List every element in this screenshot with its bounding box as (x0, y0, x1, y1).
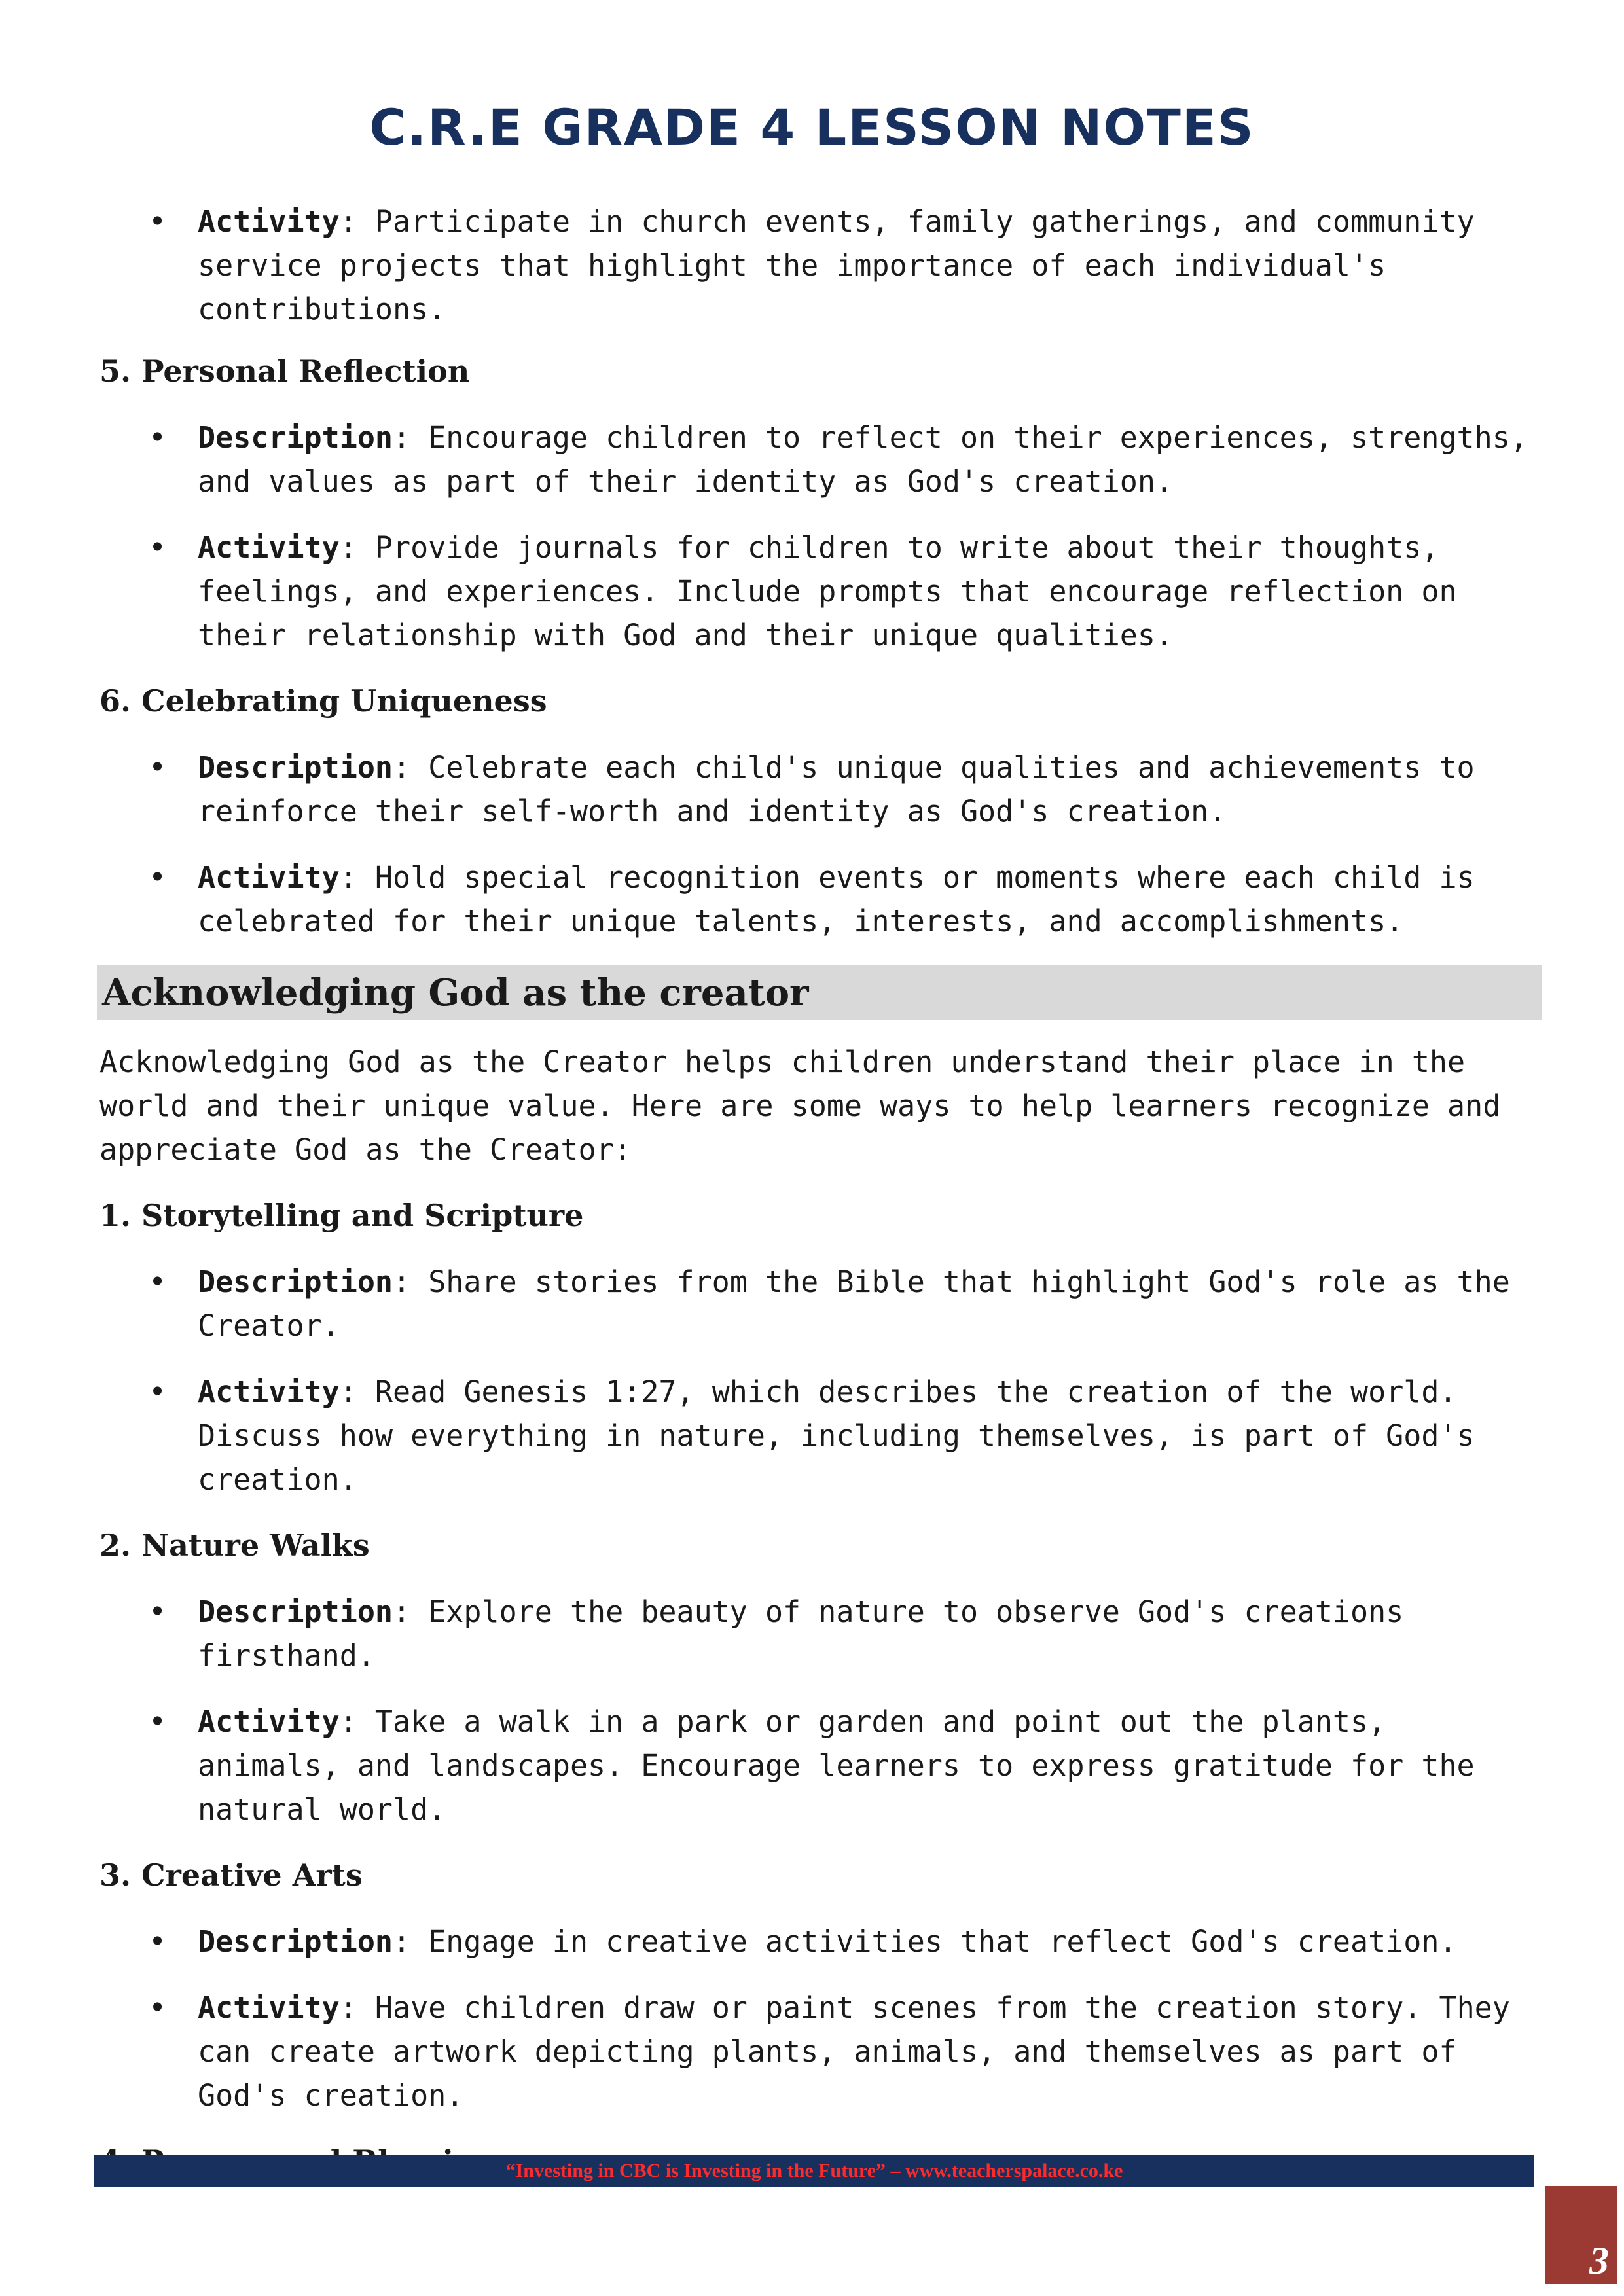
section-heading: 5. Personal Reflection (99, 353, 470, 389)
section-heading: 3. Creative Arts (99, 1857, 363, 1893)
list-item (99, 745, 1540, 833)
item-text: : Participate in church events, family gatherings, and community service projects that highlight the importance of each individual's contributions. (198, 204, 1475, 327)
list-item (99, 1920, 1540, 1964)
item-term: Description (198, 1594, 393, 1629)
list-item (99, 1370, 1540, 1501)
list-item (99, 1700, 1540, 1831)
bullet-icon: • (149, 1594, 167, 1629)
bullet-icon: • (149, 204, 167, 239)
section-heading: 1. Storytelling and Scripture (99, 1198, 584, 1233)
item-text: : Explore the beauty of nature to observe God's creations firsthand. (198, 1594, 1404, 1673)
item-term: Description (198, 1265, 393, 1299)
bullet-icon: • (149, 1990, 167, 2025)
item-text: : Engage in creative activities that reflect God's creation. (393, 1924, 1457, 1959)
item-term: Activity (198, 530, 340, 565)
bullet-icon: • (149, 860, 167, 895)
item-term: Activity (198, 860, 340, 895)
topic-intro: Acknowledging God as the Creator helps children understand their place in the world and their unique value. Here are some ways to help learners recognize and appreciate God as the Creator: (99, 1045, 1501, 1167)
item-term: Activity (198, 1990, 340, 2025)
item-text: : Celebrate each child's unique qualities and achievements to reinforce their self-worth and identity as God's creation. (198, 750, 1475, 829)
item-term: Activity (198, 204, 340, 239)
content-body (99, 200, 1540, 2206)
list-item (99, 1986, 1540, 2117)
list-item (99, 416, 1540, 503)
bullet-icon: • (149, 420, 167, 455)
item-text: : Hold special recognition events or moments where each child is celebrated for their unique talents, interests, and accomplishments. (198, 860, 1475, 939)
bullet-icon: • (149, 1704, 167, 1739)
list-item (99, 526, 1540, 657)
bullet-icon: • (149, 1924, 167, 1959)
page-title: C.R.E GRADE 4 LESSON NOTES (369, 98, 1255, 156)
bullet-icon: • (149, 530, 167, 565)
item-term: Description (198, 1924, 393, 1959)
page-number: 3 (1589, 2239, 1609, 2282)
item-text: : Provide journals for children to write about their thoughts, feelings, and experiences. Include prompts that encourage reflection on their relationship with God and their unique qualities. (198, 530, 1457, 653)
page-number-box (1545, 2186, 1617, 2284)
item-term: Description (198, 420, 393, 455)
item-term: Description (198, 750, 393, 785)
section-heading: 2. Nature Walks (99, 1528, 370, 1563)
list-item (99, 200, 1540, 331)
section-heading: 6. Celebrating Uniqueness (99, 683, 547, 719)
list-item (99, 855, 1540, 943)
item-text: : Share stories from the Bible that highlight God's role as the Creator. (198, 1265, 1510, 1343)
topic-heading: Acknowledging God as the creator (97, 965, 1542, 1020)
item-term: Activity (198, 1374, 340, 1409)
bullet-icon: • (149, 1265, 167, 1299)
item-text: : Have children draw or paint scenes from the creation story. They can create artwork depicting plants, animals, and themselves as part of God's creation. (198, 1990, 1510, 2113)
item-term: Activity (198, 1704, 340, 1739)
list-item (99, 1260, 1540, 1348)
list-item (99, 1590, 1540, 1677)
item-text: : Read Genesis 1:27, which describes the creation of the world. Discuss how everything in nature, including themselves, is part of God's creation. (198, 1374, 1475, 1497)
bullet-icon: • (149, 1374, 167, 1409)
bullet-icon: • (149, 750, 167, 785)
item-text: : Encourage children to reflect on their experiences, strengths, and values as part of their identity as God's creation. (198, 420, 1528, 499)
item-text: : Take a walk in a park or garden and point out the plants, animals, and landscapes. Encourage learners to express gratitude for the natural world. (198, 1704, 1475, 1827)
footer-bar: “Investing in CBC is Investing in the Future” – www.teacherspalace.co.ke (94, 2155, 1534, 2187)
